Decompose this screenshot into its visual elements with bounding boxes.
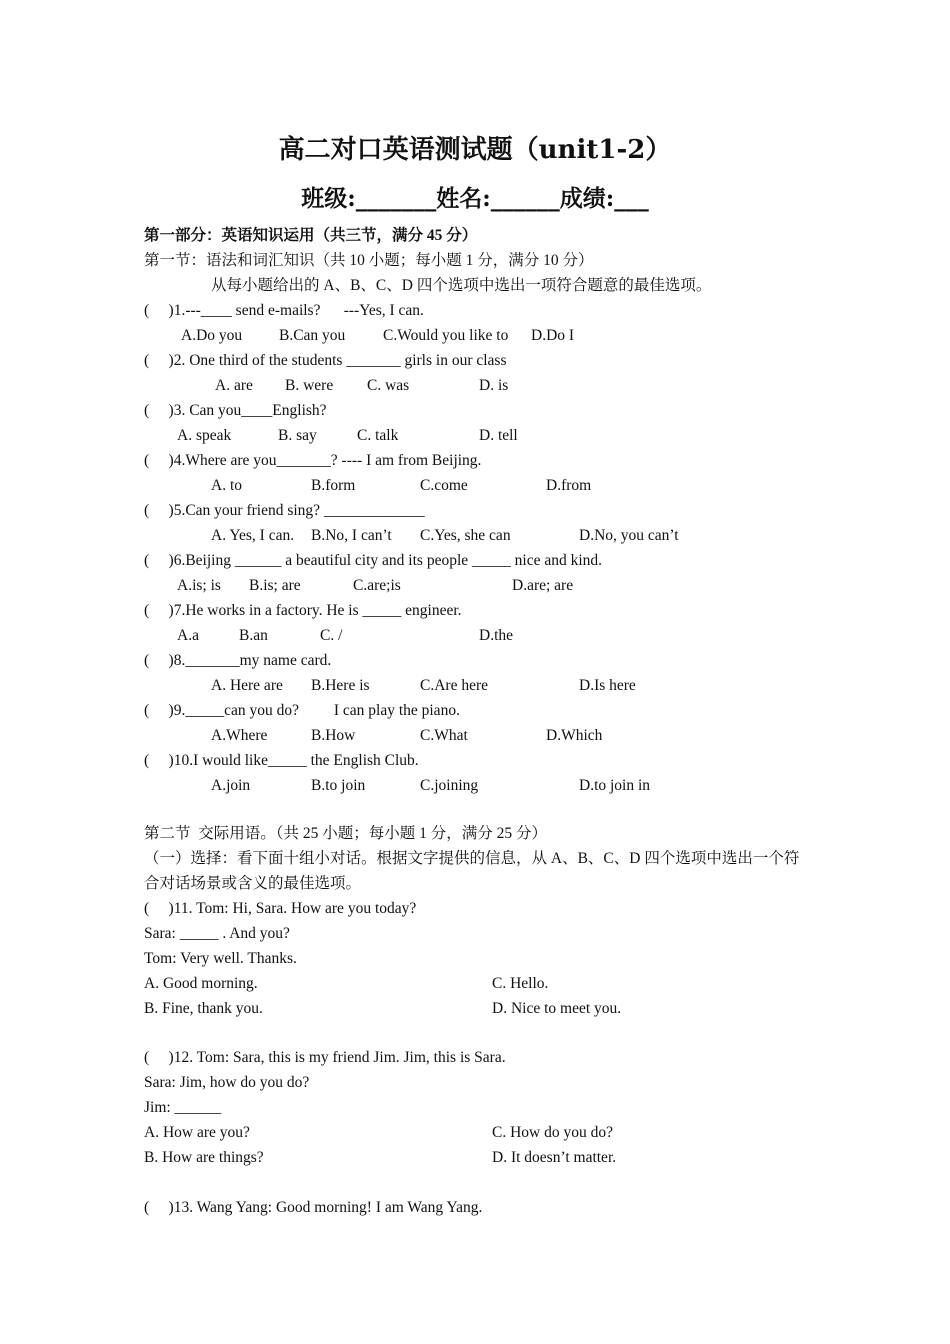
option-d: D. tell [479, 427, 518, 444]
option-c: C.Yes, she can [420, 527, 511, 544]
option-d: D.No, you can’t [579, 527, 679, 544]
option-c: C.come [420, 477, 468, 494]
question-stem: ( )3. Can you____English? [144, 402, 327, 419]
option-c: C.joining [420, 777, 479, 794]
dialogue-line: Jim: ______ [144, 1099, 222, 1116]
option-b: B.form [311, 477, 356, 494]
option-a: A. speak [177, 427, 232, 444]
question-stem: ( )5.Can your friend sing? _____________ [144, 502, 425, 519]
question-stem: ( )9._____can you do? I can play the piano. [144, 702, 460, 719]
option-a: A. Here are [211, 677, 283, 694]
option-d: D. It doesn’t matter. [492, 1149, 617, 1166]
option-b: B.an [239, 627, 268, 644]
page-title: 高二对口英语测试题（unit1-2） [278, 135, 672, 165]
section2-instruction-cont: 合对话场景或含义的最佳选项。 [144, 875, 362, 892]
option-c: C. Hello. [492, 975, 549, 992]
option-d: D. Nice to meet you. [492, 1000, 622, 1017]
student-info-line: 班级:_______姓名:______成绩:___ [301, 185, 649, 212]
option-d: D. is [479, 377, 509, 394]
option-c: C. How do you do? [492, 1124, 613, 1141]
option-d: D.Is here [579, 677, 636, 694]
option-c: C.are;is [353, 577, 401, 594]
question-stem: ( )7.He works in a factory. He is _____ engineer. [144, 602, 462, 619]
option-b: B.Can you [279, 327, 346, 344]
question-stem: ( )8._______my name card. [144, 652, 332, 669]
section1-instruction: 从每小题给出的 A、B、C、D 四个选项中选出一项符合题意的最佳选项。 [211, 277, 712, 294]
option-c: C. / [320, 627, 343, 644]
option-c: C.What [420, 727, 468, 744]
option-d: D.the [479, 627, 514, 644]
option-a: A.join [211, 777, 251, 794]
dialogue-line: Tom: Very well. Thanks. [144, 950, 297, 967]
section2-instruction: （一）选择：看下面十组小对话。根据文字提供的信息，从 A、B、C、D 四个选项中选出一个符 [144, 850, 800, 867]
question-stem: ( )1.---____ send e-mails? ---Yes, I can. [144, 302, 424, 319]
dialogue-line: ( )13. Wang Yang: Good morning! I am Wang Yang. [144, 1199, 483, 1216]
option-a: A. are [215, 377, 253, 394]
option-b: B.Here is [311, 677, 370, 694]
option-b: B.No, I can’t [311, 527, 392, 544]
dialogue-line: ( )11. Tom: Hi, Sara. How are you today? [144, 900, 417, 917]
option-d: D.Which [546, 727, 603, 744]
option-d: D.to join in [579, 777, 651, 794]
option-a: A. How are you? [144, 1124, 250, 1141]
option-b: B. How are things? [144, 1149, 264, 1166]
option-b: B. say [278, 427, 317, 444]
option-d: D.Do I [531, 327, 575, 344]
option-c: C. was [367, 377, 410, 394]
question-stem: ( )4.Where are you_______? ---- I am from Beijing. [144, 452, 482, 469]
option-c: C.Are here [420, 677, 488, 694]
option-a: A. to [211, 477, 242, 494]
option-b: B. Fine, thank you. [144, 1000, 263, 1017]
dialogue-line: ( )12. Tom: Sara, this is my friend Jim. Jim, this is Sara. [144, 1049, 506, 1066]
dialogue-line: Sara: _____ . And you? [144, 925, 290, 942]
option-c: C. talk [357, 427, 399, 444]
question-stem: ( )6.Beijing ______ a beautiful city and its people _____ nice and kind. [144, 552, 603, 569]
option-a: A. Yes, I can. [211, 527, 295, 544]
option-b: B.to join [311, 777, 366, 794]
option-b: B.How [311, 727, 356, 744]
option-a: A.a [177, 627, 199, 644]
option-a: A.is; is [177, 577, 221, 594]
option-a: A. Good morning. [144, 975, 258, 992]
option-b: B. were [285, 377, 334, 394]
question-stem: ( )10.I would like_____ the English Club. [144, 752, 419, 769]
dialogue-line: Sara: Jim, how do you do? [144, 1074, 310, 1091]
option-c: C.Would you like to [383, 327, 509, 344]
option-a: A.Where [211, 727, 268, 744]
option-b: B.is; are [249, 577, 301, 594]
option-d: D.from [546, 477, 592, 494]
option-d: D.are; are [512, 577, 574, 594]
option-a: A.Do you [181, 327, 243, 344]
part1-heading: 第一部分：英语知识运用（共三节，满分 45 分） [144, 227, 478, 244]
section2-title: 第二节 交际用语。（共 25 小题；每小题 1 分，满分 25 分） [144, 825, 548, 842]
section1-title: 第一节：语法和词汇知识（共 10 小题；每小题 1 分，满分 10 分） [144, 252, 594, 269]
question-stem: ( )2. One third of the students _______ girls in our class [144, 352, 507, 369]
